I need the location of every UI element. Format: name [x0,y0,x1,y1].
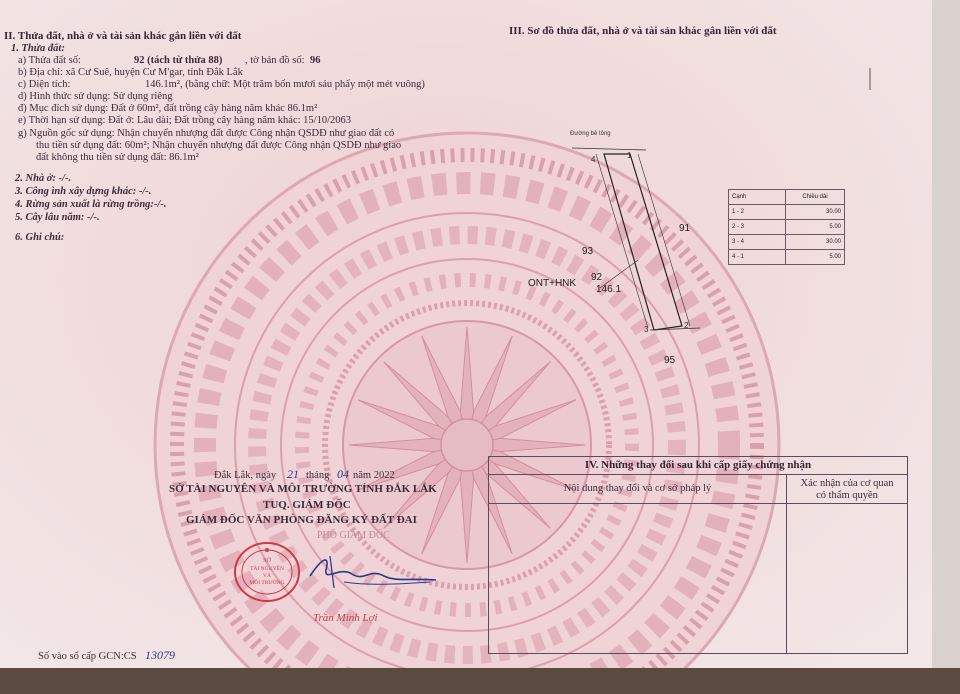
day-handwritten: 21 [287,467,299,481]
length-cell: 30.00 [786,205,845,220]
area-label: c) Diện tích: [18,79,71,90]
parcel-number-value: 92 (tách từ thửa 88) [134,55,223,66]
edge-cell: 3 - 4 [729,235,786,250]
office-director-title: GIÁM ĐỐC VĂN PHÒNG ĐĂNG KÝ ĐẤT ĐAI [186,514,417,526]
usage-purpose: đ) Mục đích sử dụng: Đất ở 60m², đất trồng cây hàng năm khác 86.1m² [18,103,318,114]
table-row [729,220,845,235]
road-label: Đường bê tông [570,131,611,137]
official-red-seal [231,540,303,604]
notes-item: 6. Ghi chú: [15,232,65,243]
usage-term: e) Thời hạn sử dụng: Đất ở: Lâu dài; Đất trồng cây hàng năm khác: 15/10/2063 [18,115,351,126]
month-label: tháng [306,470,330,481]
svg-text:SỞ: SỞ [263,558,271,564]
edge-cell: 2 - 3 [729,220,786,235]
perennial-trees-item: 5. Cây lâu năm: -/-. [15,212,100,223]
area-value: 146.1m², (bằng chữ: Một trăm bốn mươi sáu phẩy một mét vuông) [145,79,425,90]
column-divider [786,503,787,653]
place-date-prefix: Đắk Lắk, ngày [214,470,277,481]
table-row [729,235,845,250]
year-label: năm 2022 [353,470,395,481]
month-handwritten: 04 [337,467,349,481]
parcel-sketch [560,140,720,340]
svg-text:VÀ: VÀ [263,573,271,579]
edge-header: Cạnh [729,190,786,205]
parcel-number-label: a) Thửa đất số: [18,55,81,66]
section-2-title: II. Thửa đất, nhà ở và tài sản khác gắn liền với đất [4,30,242,42]
usage-form: d) Hình thức sử dụng: Sử dụng riêng [18,91,173,102]
section-4-title: IV. Những thay đổi sau khi cấp giấy chứng nhận [489,457,907,475]
authority-header-line-1: Xác nhận của cơ quan [800,478,894,489]
edge-cell: 4 - 1 [729,250,786,265]
issuing-department: SỞ TÀI NGUYÊN VÀ MÔI TRƯỜNG TỈNH ĐẮK LẮK [169,483,437,495]
length-header: Chiều dài [786,190,845,205]
length-cell: 5.00 [786,250,845,265]
length-cell: 30.00 [786,235,845,250]
signer-name: Trần Minh Lợi [313,612,378,624]
house-item: 2. Nhà ở: -/-. [15,173,72,184]
vertex-3-label: 3 [644,325,649,334]
svg-text:MÔI TRƯỜNG: MÔI TRƯỜNG [249,580,285,586]
map-sheet-value: 96 [310,55,321,66]
parcel-area-in-plan: 146.1 [596,284,622,295]
registry-number: 13079 [145,648,175,662]
forest-item: 4. Rừng sản xuất là rừng trồng:-/-. [15,199,167,210]
construction-item: 3. Công ình xây dựng khác: -/-. [15,186,152,197]
vertex-4-label: 4 [591,155,596,164]
authorization-line: TUQ. GIÁM ĐỐC [263,499,351,511]
edge-cell: 1 - 2 [729,205,786,220]
neighbor-91-label: 91 [679,223,691,234]
handwritten-signature [300,548,440,598]
edge-table-header [729,190,845,205]
address: b) Địa chỉ: xã Cư Suê, huyện Cư M'gar, tỉnh Đắk Lắk [18,67,243,78]
deputy-title: PHÓ GIÁM ĐỐC [317,530,390,541]
registry-label: Số vào sổ cấp GCN:CS [38,651,137,662]
vertex-1-label: 1 [627,151,632,160]
changes-table [488,456,908,654]
svg-text:TÀI NGUYÊN: TÀI NGUYÊN [250,566,284,572]
authority-header-line-2: có thẩm quyền [816,490,878,501]
edge-length-table [728,189,845,265]
usage-origin: g) Nguồn gốc sử dụng: Nhận chuyển nhượng đất được Công nhận QSDĐ như giao đất có [18,128,395,139]
authority-confirmation-header [787,475,907,504]
table-row [729,205,845,220]
neighbor-93-label: 93 [582,246,594,257]
corner-mark [860,60,900,120]
changes-content-header: Nội dung thay đổi và cơ sở pháp lý [489,475,787,504]
usage-origin-cont-2: đất không thu tiền sử dụng đất: 86.1m² [36,152,199,163]
section-3-title: III. Sơ đồ thửa đất, nhà ở và tài sản khác gắn liền với đất [509,25,777,37]
land-parcel-heading: 1. Thửa đất: [11,43,65,54]
map-sheet-label: , tờ bản đồ số: [245,55,305,66]
vertex-2-label: 2 [684,321,689,330]
land-use-code: ONT+HNK [528,278,577,289]
neighbor-95-label: 95 [664,355,676,366]
parcel-number-in-plan: 92 [591,272,603,283]
length-cell: 5.00 [786,220,845,235]
background-wall [932,0,960,668]
table-row [729,250,845,265]
usage-origin-cont-1: thu tiền sử dụng đất: 60m²; Nhận chuyển nhượng đất được Công nhận QSDĐ như giao [36,140,402,151]
table-surface [0,668,960,694]
